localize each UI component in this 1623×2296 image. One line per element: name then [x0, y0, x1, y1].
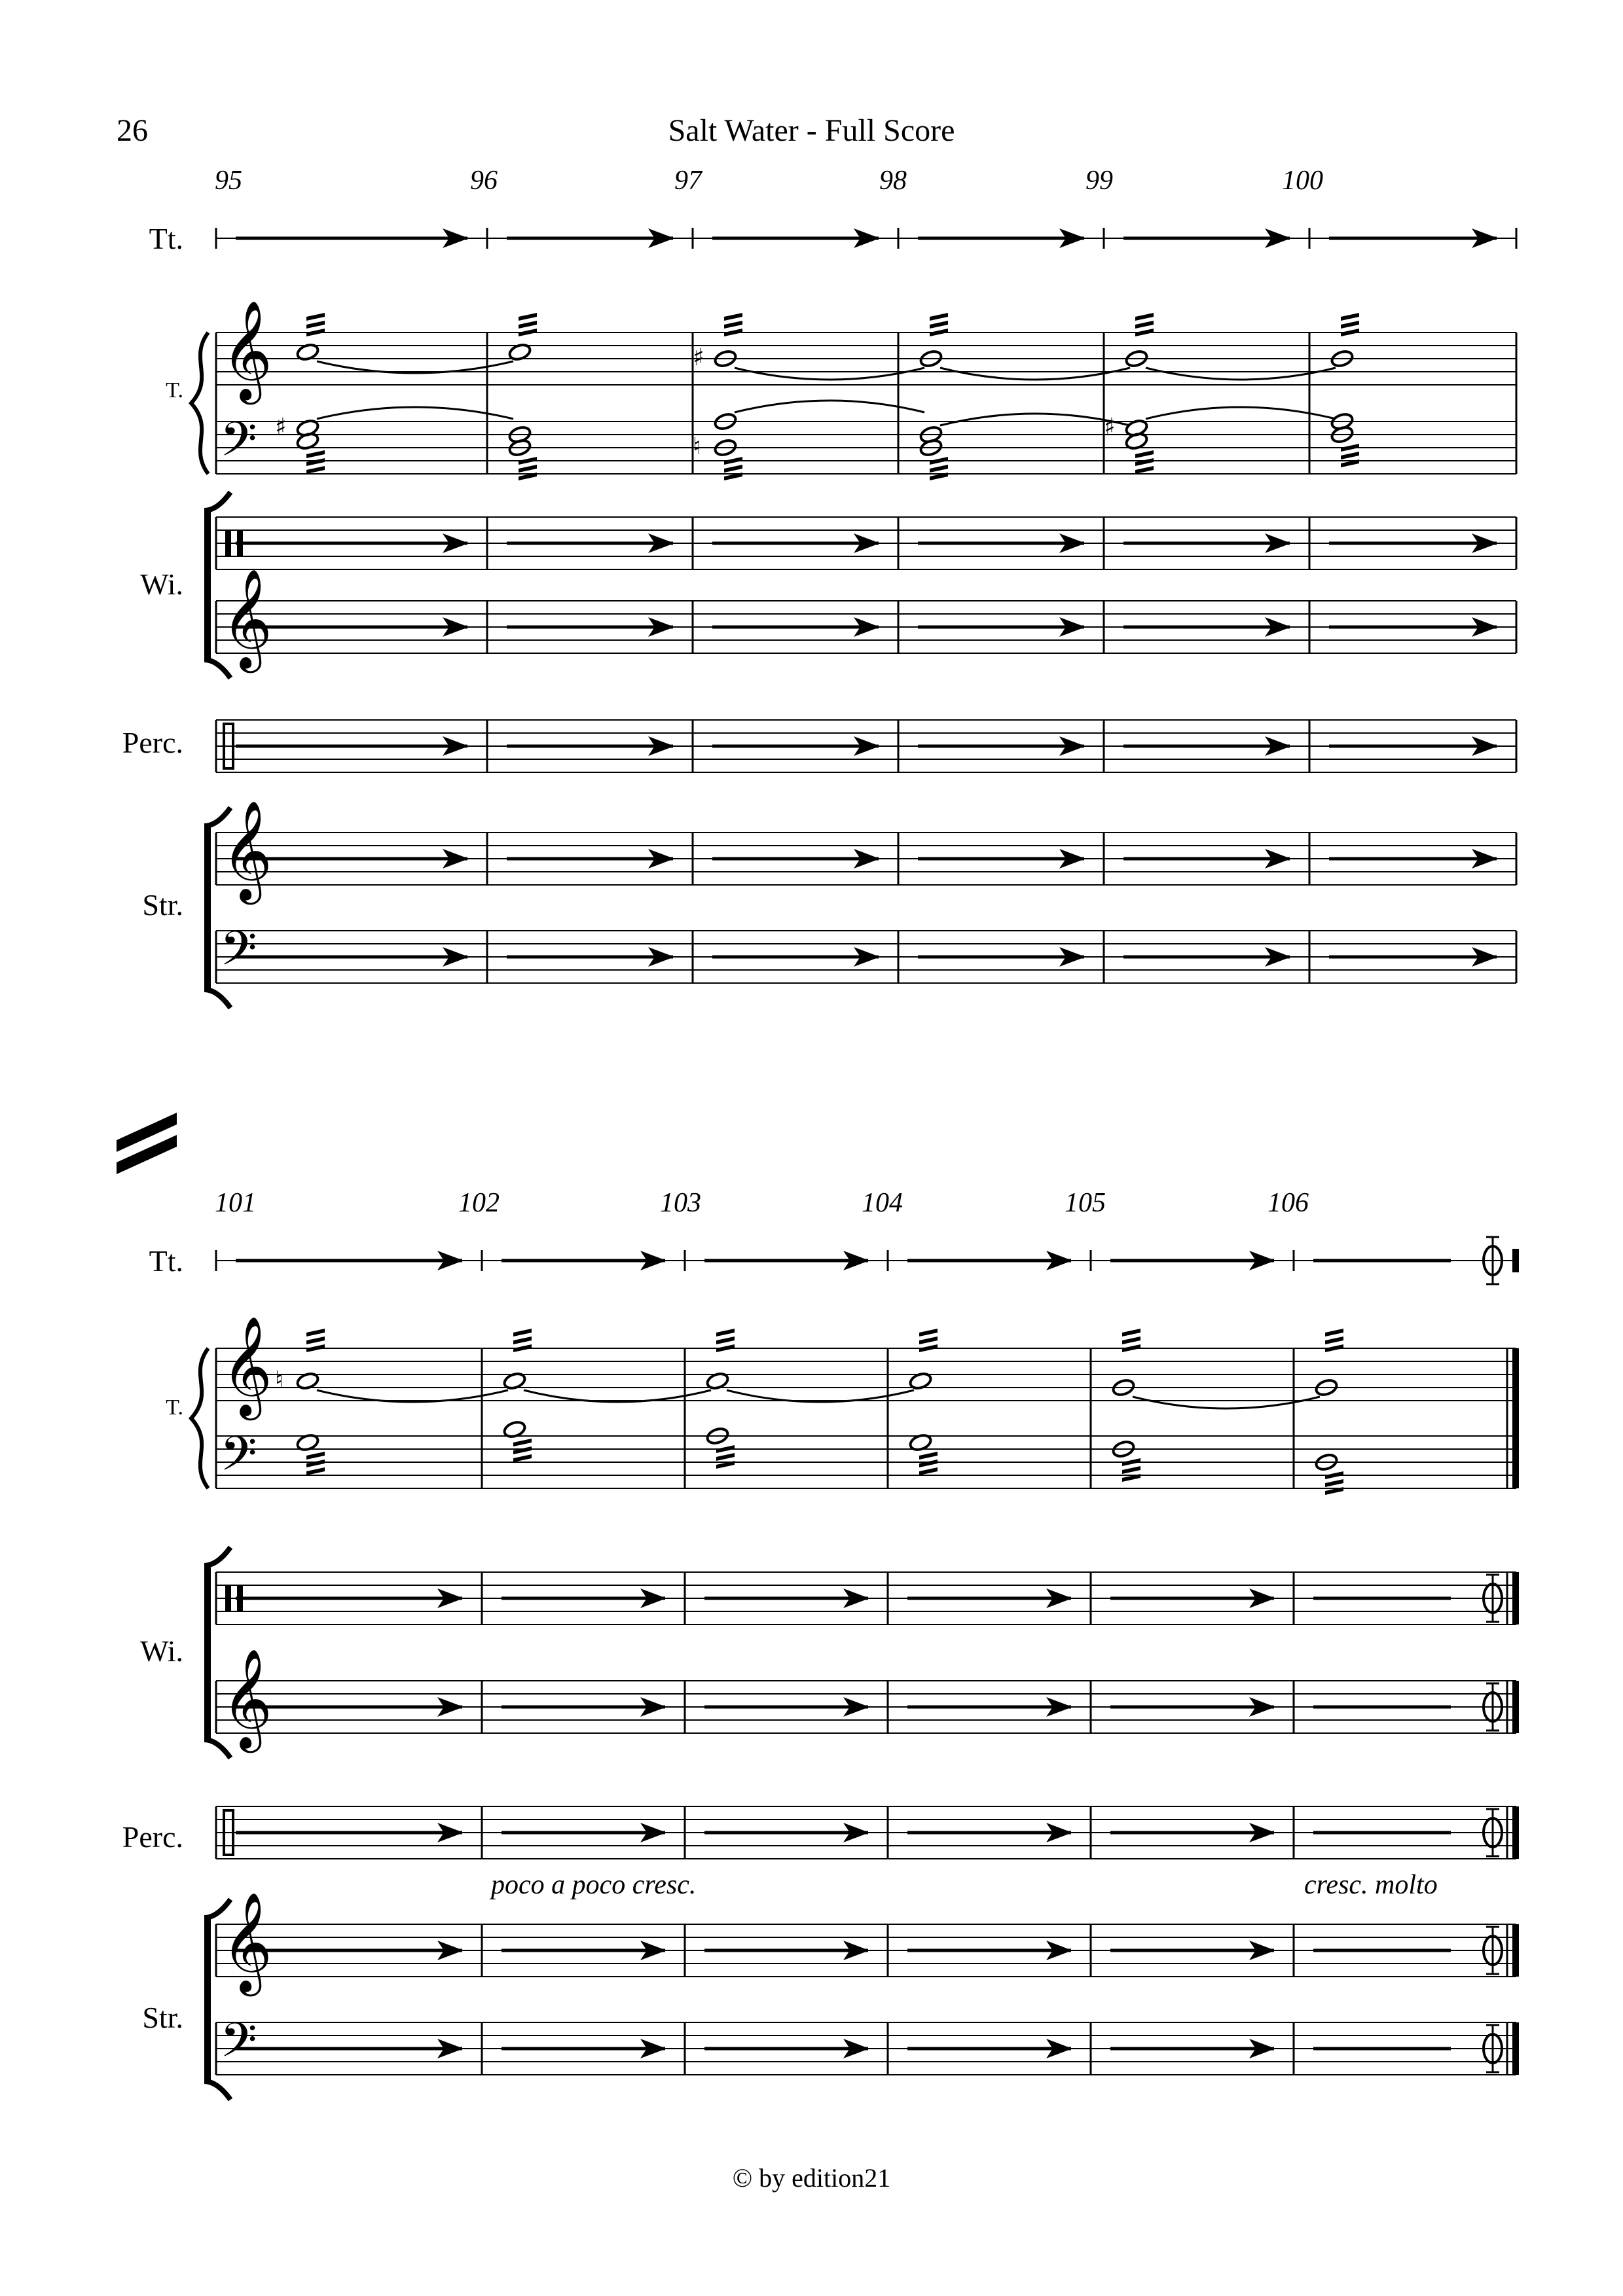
tremolo-stroke	[716, 1329, 735, 1336]
instrument-label-tt: Tt.	[149, 1244, 183, 1278]
expression-text: poco a poco cresc.	[491, 1870, 697, 1900]
measure-number: 101	[215, 1188, 256, 1218]
bracket-hook	[204, 2081, 230, 2100]
tremolo-stroke	[716, 1344, 735, 1352]
tremolo-stroke	[716, 1445, 735, 1453]
tremolo-stroke	[724, 457, 742, 465]
tremolo-stroke	[306, 450, 325, 458]
tremolo-stroke	[1325, 1344, 1343, 1352]
tremolo-stroke	[519, 321, 537, 329]
tremolo-stroke	[513, 1329, 532, 1336]
final-barline	[1512, 1806, 1519, 1859]
tremolo-stroke	[1341, 321, 1359, 329]
tie	[940, 368, 1130, 380]
measure-number: 104	[862, 1188, 903, 1218]
tremolo-stroke	[1325, 1329, 1343, 1336]
tie	[1133, 1397, 1320, 1408]
tie	[1146, 368, 1336, 380]
expression-text: cresc. molto	[1304, 1870, 1438, 1900]
neutral-clef	[225, 1585, 231, 1611]
tremolo-stroke	[1135, 329, 1154, 336]
staff-bracket	[204, 1918, 211, 2081]
tremolo-stroke	[919, 1336, 938, 1344]
tremolo-stroke	[919, 1344, 938, 1352]
tremolo-stroke	[1135, 466, 1154, 474]
tremolo-stroke	[724, 329, 742, 336]
tremolo-stroke	[1135, 313, 1154, 321]
tremolo-stroke	[1341, 329, 1359, 336]
tie	[317, 407, 513, 419]
instrument-label-piano: T.	[166, 378, 183, 403]
tremolo-stroke	[306, 1460, 325, 1467]
tremolo-stroke	[1122, 1466, 1140, 1474]
tremolo-stroke	[513, 1344, 532, 1352]
tremolo-stroke	[1122, 1344, 1140, 1352]
tremolo-stroke	[306, 1336, 325, 1344]
tremolo-stroke	[306, 1467, 325, 1475]
tremolo-stroke	[306, 1452, 325, 1460]
final-barline	[1512, 1249, 1519, 1272]
staff-bracket	[204, 511, 211, 660]
treble-clef: 𝄞	[221, 1316, 273, 1416]
tremolo-stroke	[1325, 1479, 1343, 1487]
bracket-hook	[204, 1547, 230, 1566]
tremolo-stroke	[724, 313, 742, 321]
tremolo-stroke	[306, 329, 325, 336]
tremolo-stroke	[724, 321, 742, 329]
system-1	[191, 228, 1516, 1008]
measure-number: 102	[458, 1188, 500, 1218]
sharp-accidental: ♯	[275, 414, 287, 440]
neutral-clef	[225, 530, 231, 556]
tremolo-stroke	[306, 466, 325, 474]
final-barline	[1512, 2022, 1519, 2075]
tremolo-stroke	[306, 321, 325, 329]
tremolo-stroke	[930, 321, 948, 329]
bracket-hook	[204, 492, 230, 511]
instrument-label-wi: Wi.	[140, 1634, 183, 1668]
system-separator	[117, 1113, 177, 1174]
tremolo-stroke	[519, 457, 537, 465]
page-number: 26	[117, 113, 148, 148]
bracket-hook	[204, 990, 230, 1008]
tremolo-stroke	[519, 329, 537, 336]
measure-number: 95	[215, 166, 242, 196]
tremolo-stroke	[919, 1467, 938, 1475]
bass-clef: 𝄢	[220, 2012, 257, 2079]
tremolo-stroke	[306, 313, 325, 321]
instrument-label-perc: Perc.	[122, 1820, 183, 1854]
treble-clef: 𝄞	[221, 800, 273, 901]
tremolo-stroke	[1135, 321, 1154, 329]
copyright-notice: © by edition21	[732, 2163, 891, 2193]
tie	[1146, 407, 1336, 419]
tremolo-stroke	[1325, 1336, 1343, 1344]
measure-number: 97	[674, 166, 702, 196]
final-barline	[1512, 1348, 1519, 1488]
tremolo-stroke	[519, 465, 537, 473]
tremolo-stroke	[1135, 458, 1154, 466]
page-title: Salt Water - Full Score	[668, 113, 955, 148]
tremolo-stroke	[513, 1336, 532, 1344]
instrument-label-wi: Wi.	[140, 567, 183, 601]
measure-number: 96	[470, 166, 498, 196]
measure-number: 99	[1085, 166, 1113, 196]
instrument-label-str: Str.	[142, 888, 183, 922]
final-barline	[1512, 1681, 1519, 1733]
tremolo-stroke	[919, 1329, 938, 1336]
tremolo-stroke	[930, 329, 948, 336]
treble-clef: 𝄞	[221, 1648, 273, 1749]
treble-clef: 𝄞	[221, 300, 273, 401]
tremolo-stroke	[716, 1453, 735, 1461]
system-2	[191, 1237, 1519, 2100]
tremolo-stroke	[919, 1452, 938, 1460]
tie	[940, 414, 1130, 425]
piano-brace	[191, 1348, 208, 1488]
tremolo-stroke	[513, 1439, 532, 1446]
tremolo-stroke	[513, 1446, 532, 1454]
final-barline	[1512, 1572, 1519, 1624]
bass-clef: 𝄢	[220, 920, 257, 988]
tremolo-stroke	[930, 313, 948, 321]
tremolo-stroke	[1341, 444, 1359, 452]
measure-number: 105	[1065, 1188, 1106, 1218]
tremolo-stroke	[930, 457, 948, 465]
instrument-label-perc: Perc.	[122, 726, 183, 759]
sharp-accidental: ♯	[693, 344, 704, 371]
instrument-label-tt: Tt.	[149, 222, 183, 255]
natural-accidental: ♮	[693, 433, 701, 460]
measure-number: 100	[1282, 166, 1323, 196]
instrument-label-piano: T.	[166, 1395, 183, 1420]
measure-number: 103	[660, 1188, 701, 1218]
tremolo-stroke	[1122, 1336, 1140, 1344]
tie	[735, 401, 924, 412]
staff-bracket	[204, 1566, 211, 1740]
tremolo-stroke	[716, 1336, 735, 1344]
measure-number: 106	[1267, 1188, 1309, 1218]
final-barline	[1512, 1924, 1519, 1977]
tremolo-stroke	[1135, 450, 1154, 458]
tremolo-stroke	[1341, 313, 1359, 321]
measure-number: 98	[879, 166, 907, 196]
bass-clef: 𝄢	[220, 1426, 257, 1493]
tie	[735, 368, 924, 380]
tremolo-stroke	[1341, 452, 1359, 459]
tremolo-stroke	[306, 1344, 325, 1352]
tremolo-stroke	[724, 465, 742, 473]
tremolo-stroke	[919, 1460, 938, 1467]
tremolo-stroke	[1122, 1458, 1140, 1466]
tremolo-stroke	[513, 1454, 532, 1462]
tremolo-stroke	[306, 1329, 325, 1336]
treble-clef: 𝄞	[221, 568, 273, 669]
tremolo-stroke	[519, 313, 537, 321]
staff-bracket	[204, 826, 211, 990]
treble-clef: 𝄞	[221, 1892, 273, 1992]
instrument-label-str: Str.	[142, 2001, 183, 2034]
sharp-accidental: ♯	[1104, 414, 1116, 440]
bass-clef: 𝄢	[220, 411, 257, 478]
natural-accidental: ♮	[275, 1367, 283, 1393]
tremolo-stroke	[1122, 1329, 1140, 1336]
tremolo-stroke	[306, 458, 325, 466]
piano-brace	[191, 332, 208, 474]
tremolo-stroke	[930, 465, 948, 473]
tremolo-stroke	[1325, 1471, 1343, 1479]
